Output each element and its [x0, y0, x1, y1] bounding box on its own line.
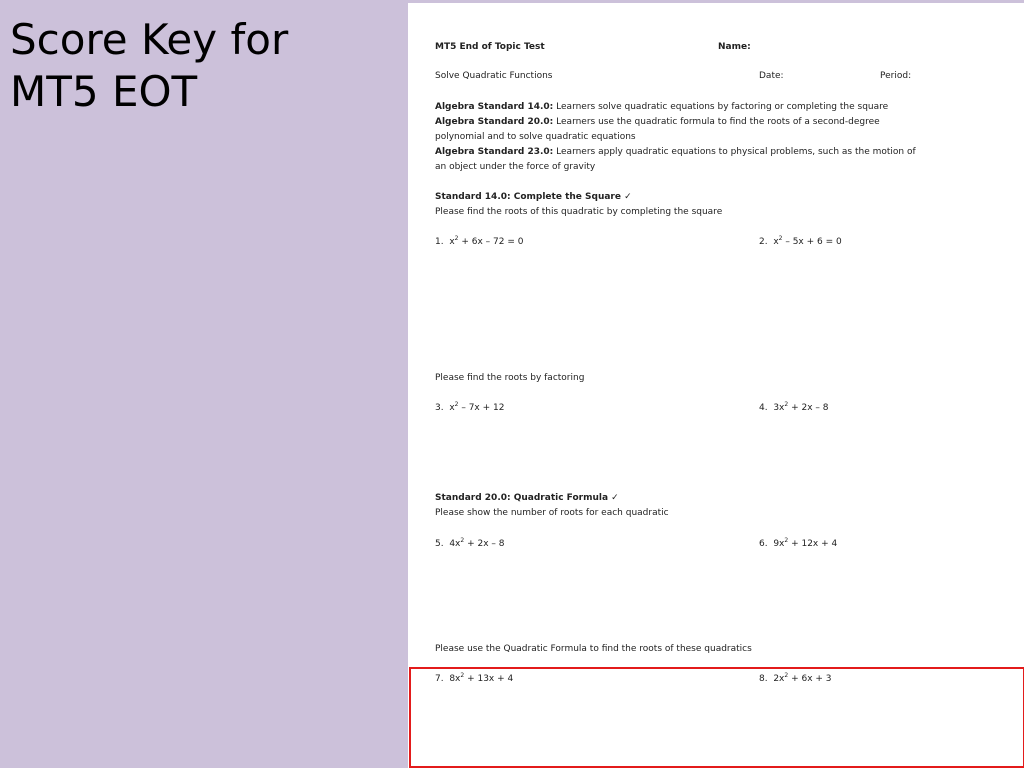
problem-1: 1. $x^2 + 6x - 72 = 0$ — [435, 235, 524, 247]
topic-title: Solve Quadratic Functions — [435, 71, 553, 81]
standard-23-cont: an object under the force of gravity — [435, 162, 596, 172]
standard-14-label: Algebra Standard 14.0: — [435, 102, 554, 112]
test-document-page — [408, 3, 1024, 768]
highlight-box — [409, 667, 1024, 768]
standard-20-cont: polynomial and to solve quadratic equations — [435, 132, 636, 142]
slide-title — [10, 14, 400, 118]
standard-23-label: Algebra Standard 23.0: — [435, 147, 554, 157]
standard-23-text: Learners apply quadratic equations to physical problems, such as the motion of — [553, 147, 916, 157]
section-complete-square-instruction: Please find the roots of this quadratic by completing the square — [435, 207, 723, 217]
standard-20-label: Algebra Standard 20.0: — [435, 117, 554, 127]
section-quadratic-formula-heading: Standard 20.0: Quadratic Formula ✓ — [435, 493, 619, 503]
standard-20-text: Learners use the quadratic formula to find the roots of a second-degree — [553, 117, 880, 127]
standard-14-text: Learners solve quadratic equations by factoring or completing the square — [553, 102, 889, 112]
slide-title-line-1: Score Key for — [10, 15, 289, 64]
period-label: Period: — [880, 71, 912, 81]
section-complete-square-heading: Standard 14.0: Complete the Square ✓ — [435, 192, 632, 202]
problem-5: 5. $4x^2 + 2x - 8$ — [435, 537, 505, 549]
problem-4: 4. $3x^2 + 2x - 8$ — [759, 401, 829, 413]
problem-8: 8. $2x^2 + 6x + 3$ — [759, 672, 832, 684]
problem-6: 6. $9x^2 + 12x + 4$ — [759, 537, 838, 549]
problem-2: 2. $x^2 - 5x + 6 = 0$ — [759, 235, 842, 247]
name-label: Name: — [718, 42, 751, 52]
date-label: Date: — [759, 71, 784, 81]
standards-list — [435, 100, 916, 175]
standard-20 — [435, 115, 916, 130]
standard-14 — [435, 100, 916, 115]
test-name: MT5 End of Topic Test — [435, 42, 545, 52]
section-number-of-roots-instruction: Please show the number of roots for each quadratic — [435, 508, 669, 518]
section-quadratic-formula-instruction: Please use the Quadratic Formula to find the roots of these quadratics — [435, 644, 752, 654]
problem-3: 3. $x^2 - 7x + 12$ — [435, 401, 505, 413]
section-factoring-instruction: Please find the roots by factoring — [435, 373, 585, 383]
problem-7: 7. $8x^2 + 13x + 4$ — [435, 672, 514, 684]
slide-title-line-2: MT5 EOT — [10, 67, 198, 116]
standard-23 — [435, 145, 916, 160]
